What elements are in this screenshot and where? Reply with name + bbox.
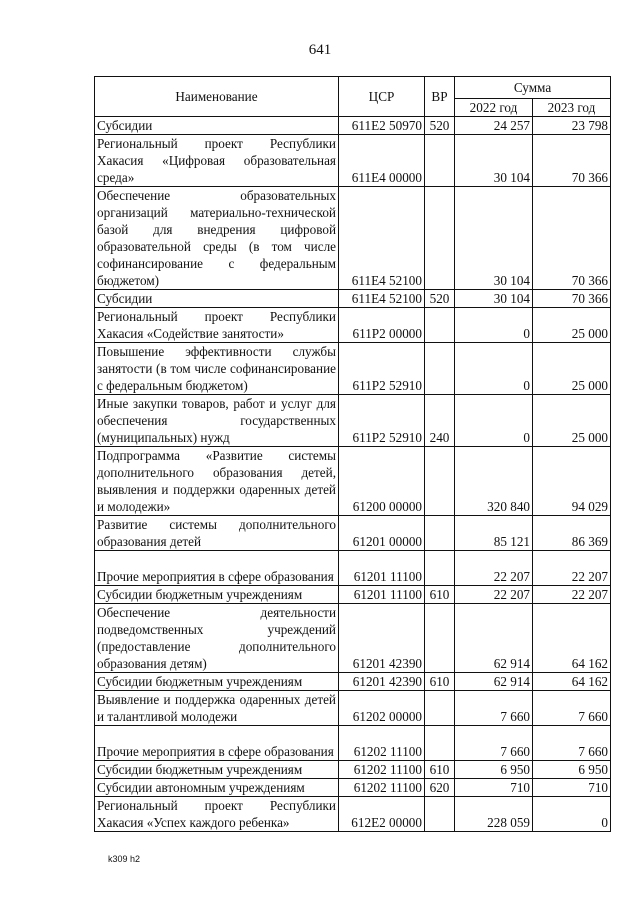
table-row [95, 691, 611, 726]
row-name: Региональный проект Республики Хакасия «Успех каждого ребенка» [95, 797, 339, 832]
header-year-2022: 2022 год [455, 99, 533, 117]
row-csr: 611E2 50970 [339, 117, 425, 135]
table-row [95, 726, 611, 761]
row-vr [425, 308, 455, 343]
row-sum-2023: 23 798 [533, 117, 611, 135]
row-sum-2022: 7 660 [455, 726, 533, 761]
header-vr: ВР [425, 77, 455, 117]
row-name: Субсидии бюджетным учреждениям [95, 761, 339, 779]
page-number: 641 [308, 42, 332, 58]
row-sum-2023: 94 029 [533, 447, 611, 516]
table-row [95, 187, 611, 290]
row-sum-2022: 85 121 [455, 516, 533, 551]
row-sum-2023: 710 [533, 779, 611, 797]
row-name: Субсидии [95, 290, 339, 308]
table-row [95, 290, 611, 308]
row-sum-2022: 710 [455, 779, 533, 797]
row-vr: 610 [425, 673, 455, 691]
row-csr: 612E2 00000 [339, 797, 425, 832]
row-csr: 611P2 52910 [339, 343, 425, 395]
table-row [95, 604, 611, 673]
row-sum-2022: 7 660 [455, 691, 533, 726]
row-vr [425, 797, 455, 832]
row-sum-2022: 22 207 [455, 551, 533, 586]
row-sum-2023: 70 366 [533, 187, 611, 290]
header-csr: ЦСР [339, 77, 425, 117]
row-name: Субсидии бюджетным учреждениям [95, 673, 339, 691]
row-name: Региональный проект Республики Хакасия «Содействие занятости» [95, 308, 339, 343]
row-sum-2023: 7 660 [533, 691, 611, 726]
row-csr: 61202 11100 [339, 779, 425, 797]
row-csr: 611P2 00000 [339, 308, 425, 343]
row-csr: 611E4 00000 [339, 135, 425, 187]
row-sum-2022: 228 059 [455, 797, 533, 832]
row-csr: 611P2 52910 [339, 395, 425, 447]
row-name: Обеспечение деятельности подведомственных учреждений (предоставление дополнительного образования детям) [95, 604, 339, 673]
row-sum-2023: 0 [533, 797, 611, 832]
row-csr: 61200 00000 [339, 447, 425, 516]
row-name: Субсидии [95, 117, 339, 135]
row-sum-2022: 62 914 [455, 604, 533, 673]
row-sum-2023: 22 207 [533, 586, 611, 604]
row-sum-2022: 30 104 [455, 135, 533, 187]
row-sum-2023: 64 162 [533, 604, 611, 673]
row-vr [425, 726, 455, 761]
row-vr: 240 [425, 395, 455, 447]
row-csr: 61202 11100 [339, 761, 425, 779]
row-csr: 61202 00000 [339, 691, 425, 726]
table-row [95, 779, 611, 797]
table-row [95, 135, 611, 187]
row-sum-2022: 22 207 [455, 586, 533, 604]
row-csr: 61201 00000 [339, 516, 425, 551]
table-row [95, 447, 611, 516]
row-vr: 610 [425, 761, 455, 779]
header-name: Наименование [95, 77, 339, 117]
row-name: Прочие мероприятия в сфере образования [95, 726, 339, 761]
row-sum-2022: 30 104 [455, 290, 533, 308]
table-row [95, 586, 611, 604]
row-csr: 611E4 52100 [339, 290, 425, 308]
row-vr [425, 135, 455, 187]
row-vr [425, 516, 455, 551]
table-row [95, 761, 611, 779]
row-csr: 61201 42390 [339, 604, 425, 673]
table-row [95, 551, 611, 586]
row-vr: 610 [425, 586, 455, 604]
row-name: Иные закупки товаров, работ и услуг для обеспечения государственных (муниципальных) нужд [95, 395, 339, 447]
row-vr [425, 604, 455, 673]
row-vr: 620 [425, 779, 455, 797]
table-row [95, 308, 611, 343]
row-vr [425, 551, 455, 586]
footer-code: k309 h2 [108, 854, 141, 864]
row-sum-2022: 6 950 [455, 761, 533, 779]
row-name: Прочие мероприятия в сфере образования [95, 551, 339, 586]
row-sum-2022: 24 257 [455, 117, 533, 135]
table-row [95, 673, 611, 691]
row-vr: 520 [425, 117, 455, 135]
header-year-2023: 2023 год [533, 99, 611, 117]
row-sum-2023: 70 366 [533, 290, 611, 308]
row-csr: 61201 42390 [339, 673, 425, 691]
row-name: Региональный проект Республики Хакасия «Цифровая образовательная среда» [95, 135, 339, 187]
row-name: Обеспечение образовательных организаций материально-технической базой для внедрения цифровой образовательной среды (в том числе софинансирование с федеральным бюджетом) [95, 187, 339, 290]
row-vr [425, 343, 455, 395]
row-csr: 611E4 52100 [339, 187, 425, 290]
row-sum-2023: 86 369 [533, 516, 611, 551]
row-vr [425, 187, 455, 290]
row-name: Повышение эффективности службы занятости (в том числе софинансирование с федеральным бюджетом) [95, 343, 339, 395]
row-sum-2023: 64 162 [533, 673, 611, 691]
row-sum-2023: 70 366 [533, 135, 611, 187]
row-name: Субсидии бюджетным учреждениям [95, 586, 339, 604]
row-sum-2023: 25 000 [533, 308, 611, 343]
row-sum-2022: 30 104 [455, 187, 533, 290]
row-csr: 61201 11100 [339, 586, 425, 604]
table-row [95, 117, 611, 135]
row-name: Выявление и поддержка одаренных детей и талантливой молодежи [95, 691, 339, 726]
row-sum-2023: 7 660 [533, 726, 611, 761]
row-sum-2023: 25 000 [533, 343, 611, 395]
row-sum-2023: 25 000 [533, 395, 611, 447]
row-name: Развитие системы дополнительного образования детей [95, 516, 339, 551]
row-vr [425, 691, 455, 726]
row-sum-2023: 22 207 [533, 551, 611, 586]
row-name: Субсидии автономным учреждениям [95, 779, 339, 797]
table-row [95, 395, 611, 447]
header-sum: Сумма [455, 77, 611, 99]
budget-table [94, 76, 611, 832]
row-vr: 520 [425, 290, 455, 308]
row-csr: 61201 11100 [339, 551, 425, 586]
row-sum-2023: 6 950 [533, 761, 611, 779]
row-sum-2022: 0 [455, 343, 533, 395]
row-sum-2022: 62 914 [455, 673, 533, 691]
row-name: Подпрограмма «Развитие системы дополнительного образования детей, выявления и поддержки одаренных детей и молодежи» [95, 447, 339, 516]
table-row [95, 343, 611, 395]
row-csr: 61202 11100 [339, 726, 425, 761]
row-sum-2022: 320 840 [455, 447, 533, 516]
table-row [95, 797, 611, 832]
table-row [95, 516, 611, 551]
row-sum-2022: 0 [455, 395, 533, 447]
row-vr [425, 447, 455, 516]
row-sum-2022: 0 [455, 308, 533, 343]
